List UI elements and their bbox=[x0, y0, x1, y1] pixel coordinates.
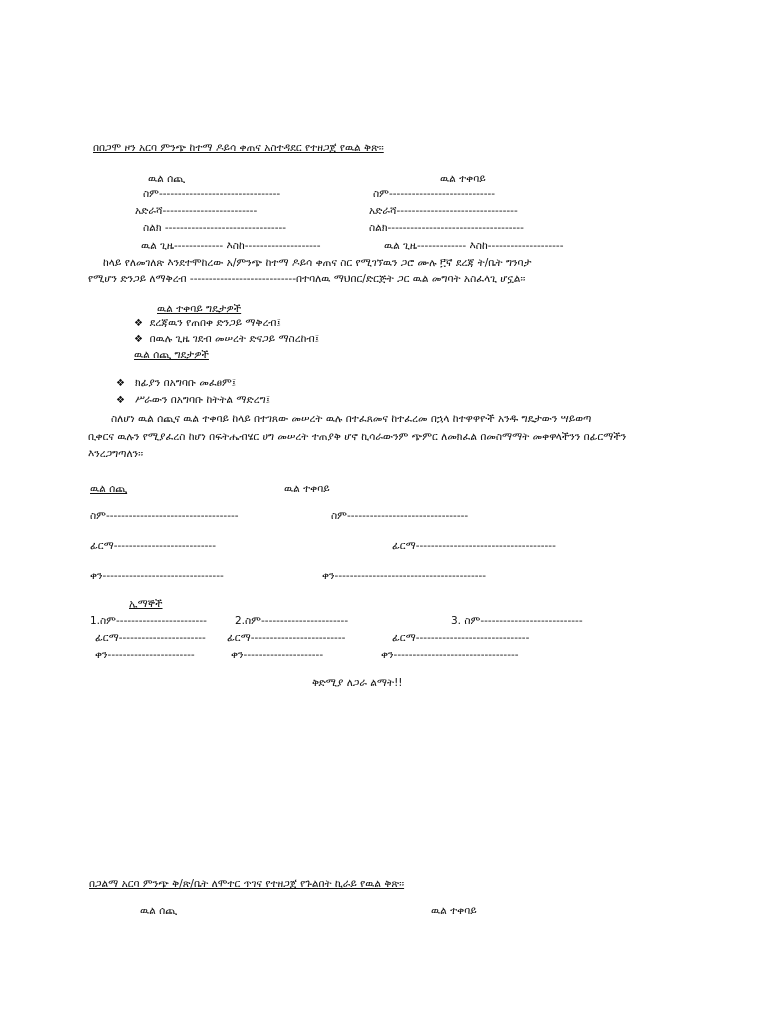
witness-2-date: ቀን--------------------- bbox=[231, 649, 324, 661]
diamond-bullet-icon: ❖ bbox=[134, 318, 143, 329]
witness-2-sign: ፊርማ------------------------- bbox=[227, 632, 346, 644]
giver-obligations-heading: ዉል ሰጪ ግደታዎች bbox=[134, 349, 209, 361]
witness-1-date: ቀን----------------------- bbox=[95, 649, 195, 661]
receiver-address-field: አድራሻ-------------------------------- bbox=[369, 205, 518, 217]
giver-phone-field: ስልክ -------------------------------- bbox=[143, 222, 287, 234]
receiver-obligation-item: ❖ በዉሉ ጊዜ ገደብ መሠረት ድናጋይ ማስረከብ፤ bbox=[134, 333, 320, 345]
agreement-paragraph-line1: ስለሆነ ዉል ሰጪና ዉል ተቀባይ ከላይ በተገጸው መሠረት ዉሉ በተፈጸመና ከተፈረመ በኋላ ከተዋዋዮች አንዱ ግዴታውን ሣይወጣ bbox=[111, 413, 592, 425]
signature-receiver-sign: ፊርማ------------------------------------- bbox=[392, 540, 556, 552]
giver-period-field: ዉል ጊዜ------------- እስከ-------------------- bbox=[141, 240, 321, 252]
giver-obligation-item: ❖ ሥራውን በአግባቡ ከትትል ማድረግ፤ bbox=[116, 394, 271, 406]
signature-receiver-date: ቀን---------------------------------------- bbox=[322, 570, 487, 582]
diamond-bullet-icon: ❖ bbox=[134, 334, 143, 345]
giver-obligation-item: ❖ ክፊያን በአግባቡ መፈፀም፤ bbox=[116, 377, 237, 389]
agreement-paragraph-line2: ቢቀርና ዉሉን የሚያፈረስ ከሆነ በፍትሔብሄር ሀግ መሠረት ተጠያቅ ሆኖ ኪሳራውንም ጭምር ለመክፈል በመስማማት መቀዋላችንን በፊርማችን bbox=[88, 431, 627, 443]
witnesses-heading: ኢማኞች bbox=[129, 598, 163, 610]
receiver-period-field: ዉል ጊዜ------------- እስከ-------------------- bbox=[384, 240, 564, 252]
doc-title: በበጋሞ ዞን አርባ ምንጭ ከተማ ዶይሳ ቀጠና አስተዳደር የተዘጋጀ የዉል ቅጽ፡፡ bbox=[93, 142, 384, 154]
witness-1-name: 1.ስም------------------------ bbox=[90, 615, 207, 627]
party-header-receiver: ዉል ተቀባይ bbox=[440, 173, 486, 185]
doc2-giver-label: ዉል ሰጪ bbox=[140, 905, 178, 917]
witness-1-sign: ፊርማ----------------------- bbox=[95, 632, 206, 644]
witness-3-sign: ፊርማ------------------------------ bbox=[392, 632, 530, 644]
closing-slogan: ቅድሚያ ለጋራ ልማት!! bbox=[312, 677, 403, 689]
receiver-name-field: ስም---------------------------- bbox=[373, 188, 496, 200]
doc2-title: በጋልማ አርባ ምንጭ ቅ/ጽ/ቤት ለሞተር ጥገና የተዘጋጀ የጉልበት ኪራይ የዉል ቅጽ፡፡ bbox=[89, 878, 405, 890]
diamond-bullet-icon: ❖ bbox=[116, 395, 125, 406]
party-header-giver: ዉል ሰጪ bbox=[148, 173, 186, 185]
intro-paragraph-line1: ከላይ የለመገለጽ እንደተሞከረው አ/ምንጭ ከተማ ዶይሳ ቀጠና ስር የሚገኘዉን ጋሮ ሙሉ ፫ኛ ደረጃ ት/ቤት ግንባታ bbox=[103, 257, 532, 269]
intro-paragraph-line2: የሚሆን ድንጋይ ለማቅረብ ----------------------------በተባለዉ ማህበር/ድርጅት ጋር ዉል መግባት አስፈላጊ ሆኗል፡፡ bbox=[88, 273, 526, 285]
signature-giver-date: ቀን-------------------------------- bbox=[90, 570, 224, 582]
diamond-bullet-icon: ❖ bbox=[116, 378, 125, 389]
witness-2-name: 2.ስም----------------------- bbox=[235, 615, 349, 627]
signature-receiver-name: ስም-------------------------------- bbox=[331, 510, 469, 522]
doc2-receiver-label: ዉል ተቀባይ bbox=[431, 905, 477, 917]
witness-3-name: 3. ስም--------------------------- bbox=[451, 615, 583, 627]
signature-giver-sign: ፊርማ--------------------------- bbox=[90, 540, 216, 552]
giver-name-field: ስም-------------------------------- bbox=[143, 188, 281, 200]
receiver-obligation-item: ❖ ደረጃዉን የጠበቀ ድንጋይ ማቅረብ፤ bbox=[134, 317, 281, 329]
giver-address-field: አድራሻ------------------------- bbox=[135, 205, 258, 217]
signature-receiver-label: ዉል ተቀባይ bbox=[284, 483, 330, 495]
signature-giver-name: ስም----------------------------------- bbox=[90, 510, 239, 522]
receiver-phone-field: ስልክ------------------------------------ bbox=[369, 222, 524, 234]
witness-3-date: ቀን--------------------------------- bbox=[381, 649, 519, 661]
receiver-obligations-heading: ዉል ተቀባይ ግዴታዎች bbox=[157, 303, 242, 315]
agreement-paragraph-line3: እንረጋግጣለን፡፡ bbox=[88, 448, 144, 460]
signature-giver-label: ዉል ሰጪ bbox=[90, 483, 128, 495]
